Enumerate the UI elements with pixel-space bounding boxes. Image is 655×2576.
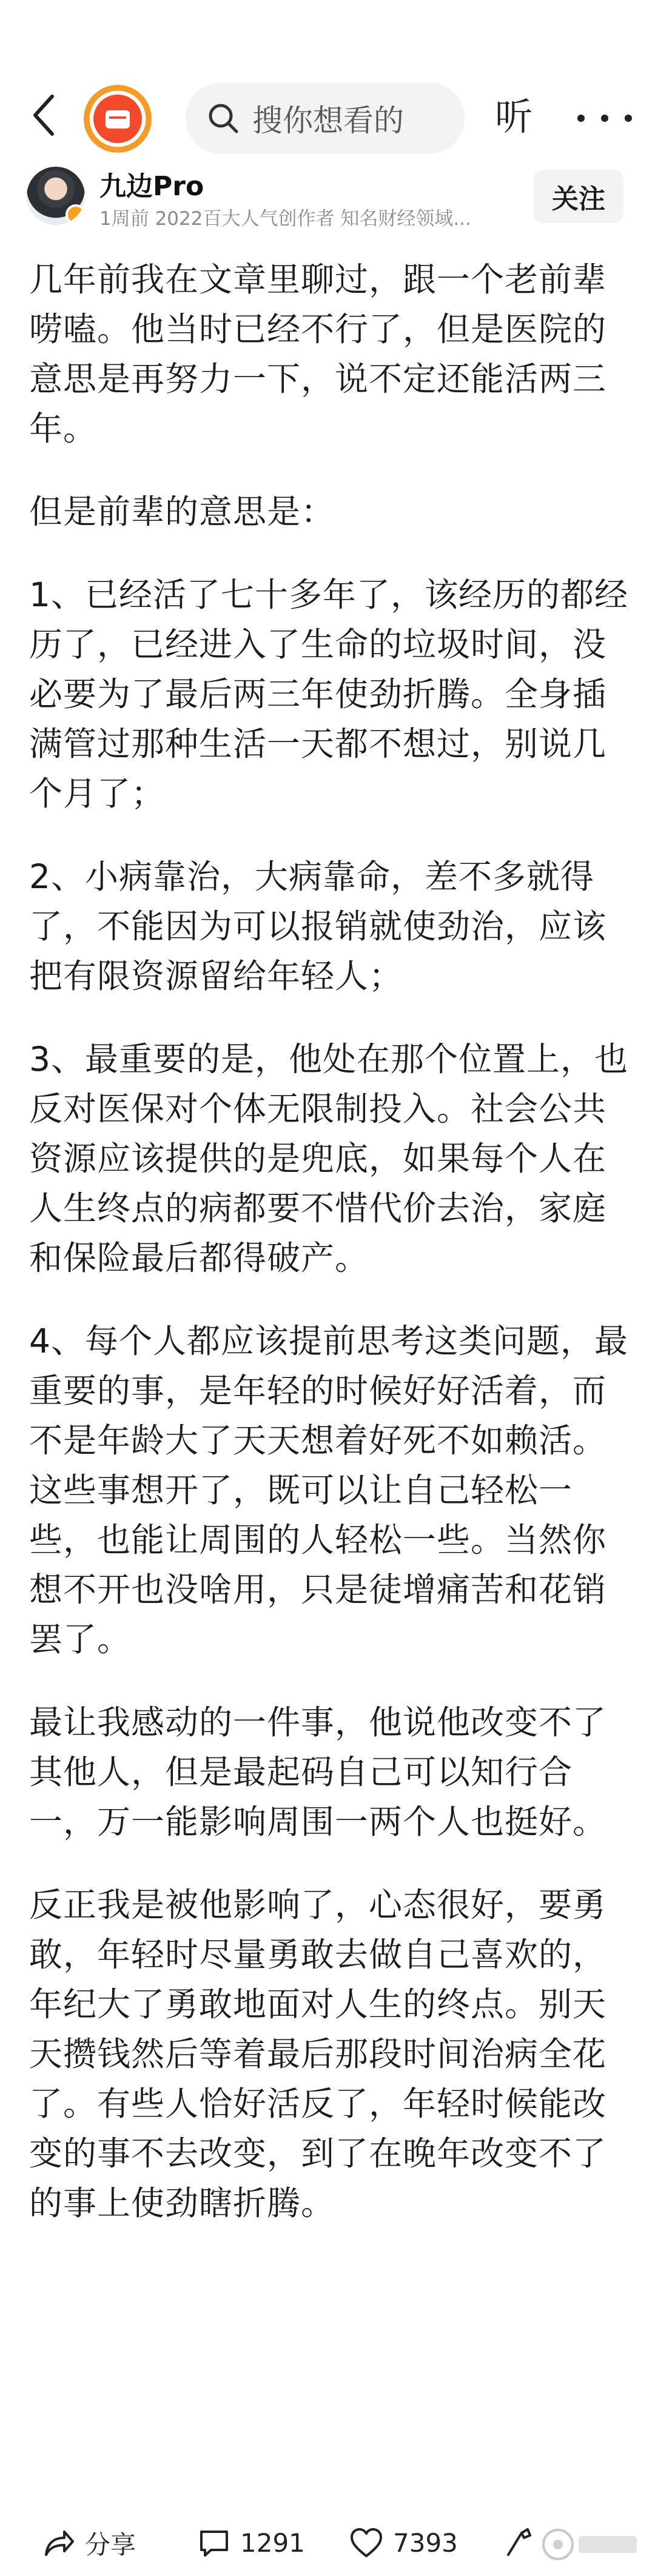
back-button[interactable] <box>27 91 61 139</box>
comment-icon <box>198 2527 230 2560</box>
listen-button[interactable]: 听 <box>495 95 533 139</box>
author-row <box>0 161 655 233</box>
article-paragraph: 但是前辈的意思是： <box>29 492 335 531</box>
bottom-action-bar <box>0 2510 655 2576</box>
author-meta: 1周前 2022百大人气创作者 知名财经领域... <box>99 208 471 230</box>
reward-icon <box>503 2527 534 2560</box>
share-icon <box>42 2527 75 2560</box>
article-paragraph: 2、小病靠治，大病靠命，差不多就得了，不能因为可以报销就使劲治，应该把有限资源留给年轻人； <box>29 857 607 995</box>
watermark-icon <box>540 2523 643 2566</box>
comment-count: 1291 <box>240 2528 305 2558</box>
search-placeholder: 搜你想看的 <box>252 103 404 138</box>
search-input[interactable] <box>186 82 465 154</box>
top-navigation-bar <box>0 0 655 155</box>
weibo-logo-icon[interactable] <box>84 85 152 153</box>
chevron-left-icon <box>32 94 56 136</box>
reward-button[interactable] <box>503 2510 534 2576</box>
author-name[interactable]: 九边Pro <box>99 171 204 202</box>
follow-button[interactable]: 关注 <box>534 170 623 223</box>
article-paragraph: 3、最重要的是，他处在那个位置上，也反对医保对个体无限制投入。社会公共资源应该提供的是兜底，如果每个人在人生终点的病都要不惜代价去治，家庭和保险最后都得破产。 <box>29 1040 628 1277</box>
more-options-icon[interactable] <box>577 91 632 146</box>
comment-button[interactable] <box>198 2510 305 2576</box>
like-button[interactable] <box>349 2510 458 2576</box>
article-paragraph: 最让我感动的一件事，他说他改变不了其他人，但是最起码自己可以知行合一，万一能影响周围一两个人也挺好。 <box>29 1703 607 1841</box>
search-icon <box>206 101 240 135</box>
article-paragraph: 1、已经活了七十多年了，该经历的都经历了，已经进入了生命的垃圾时间，没必要为了最后两三年使劲折腾。全身插满管过那种生活一天都不想过，别说几个月了； <box>29 575 628 813</box>
logo-glyph-icon <box>101 102 135 136</box>
share-button[interactable] <box>42 2510 136 2576</box>
verified-badge-icon <box>66 204 85 225</box>
article-paragraph: 反正我是被他影响了，心态很好，要勇敢，年轻时尽量勇敢去做自己喜欢的，年纪大了勇敢地面对人生的终点。别天天攒钱然后等着最后那段时间治病全花了。有些人恰好活反了，年轻时候能改变的事不去改变，到了在晚年改变不了的事上使劲瞎折腾。 <box>29 1885 607 2223</box>
heart-icon <box>349 2527 383 2560</box>
share-label: 分享 <box>85 2529 136 2560</box>
like-count: 7393 <box>393 2528 458 2558</box>
article-paragraph: 4、每个人都应该提前思考这类问题，最重要的事，是年轻的时候好好活着，而不是年龄大了天天想着好死不如赖活。这些事想开了，既可以让自己轻松一些，也能让周围的人轻松一些。当然你想不开也没啥用，只是徒增痛苦和花销罢了。 <box>29 1322 628 1659</box>
avatar[interactable] <box>27 167 85 225</box>
article-body <box>29 255 630 2261</box>
article-paragraph: 几年前我在文章里聊过，跟一个老前辈唠嗑。他当时已经不行了，但是医院的意思是再努力一下，说不定还能活两三年。 <box>29 260 607 448</box>
